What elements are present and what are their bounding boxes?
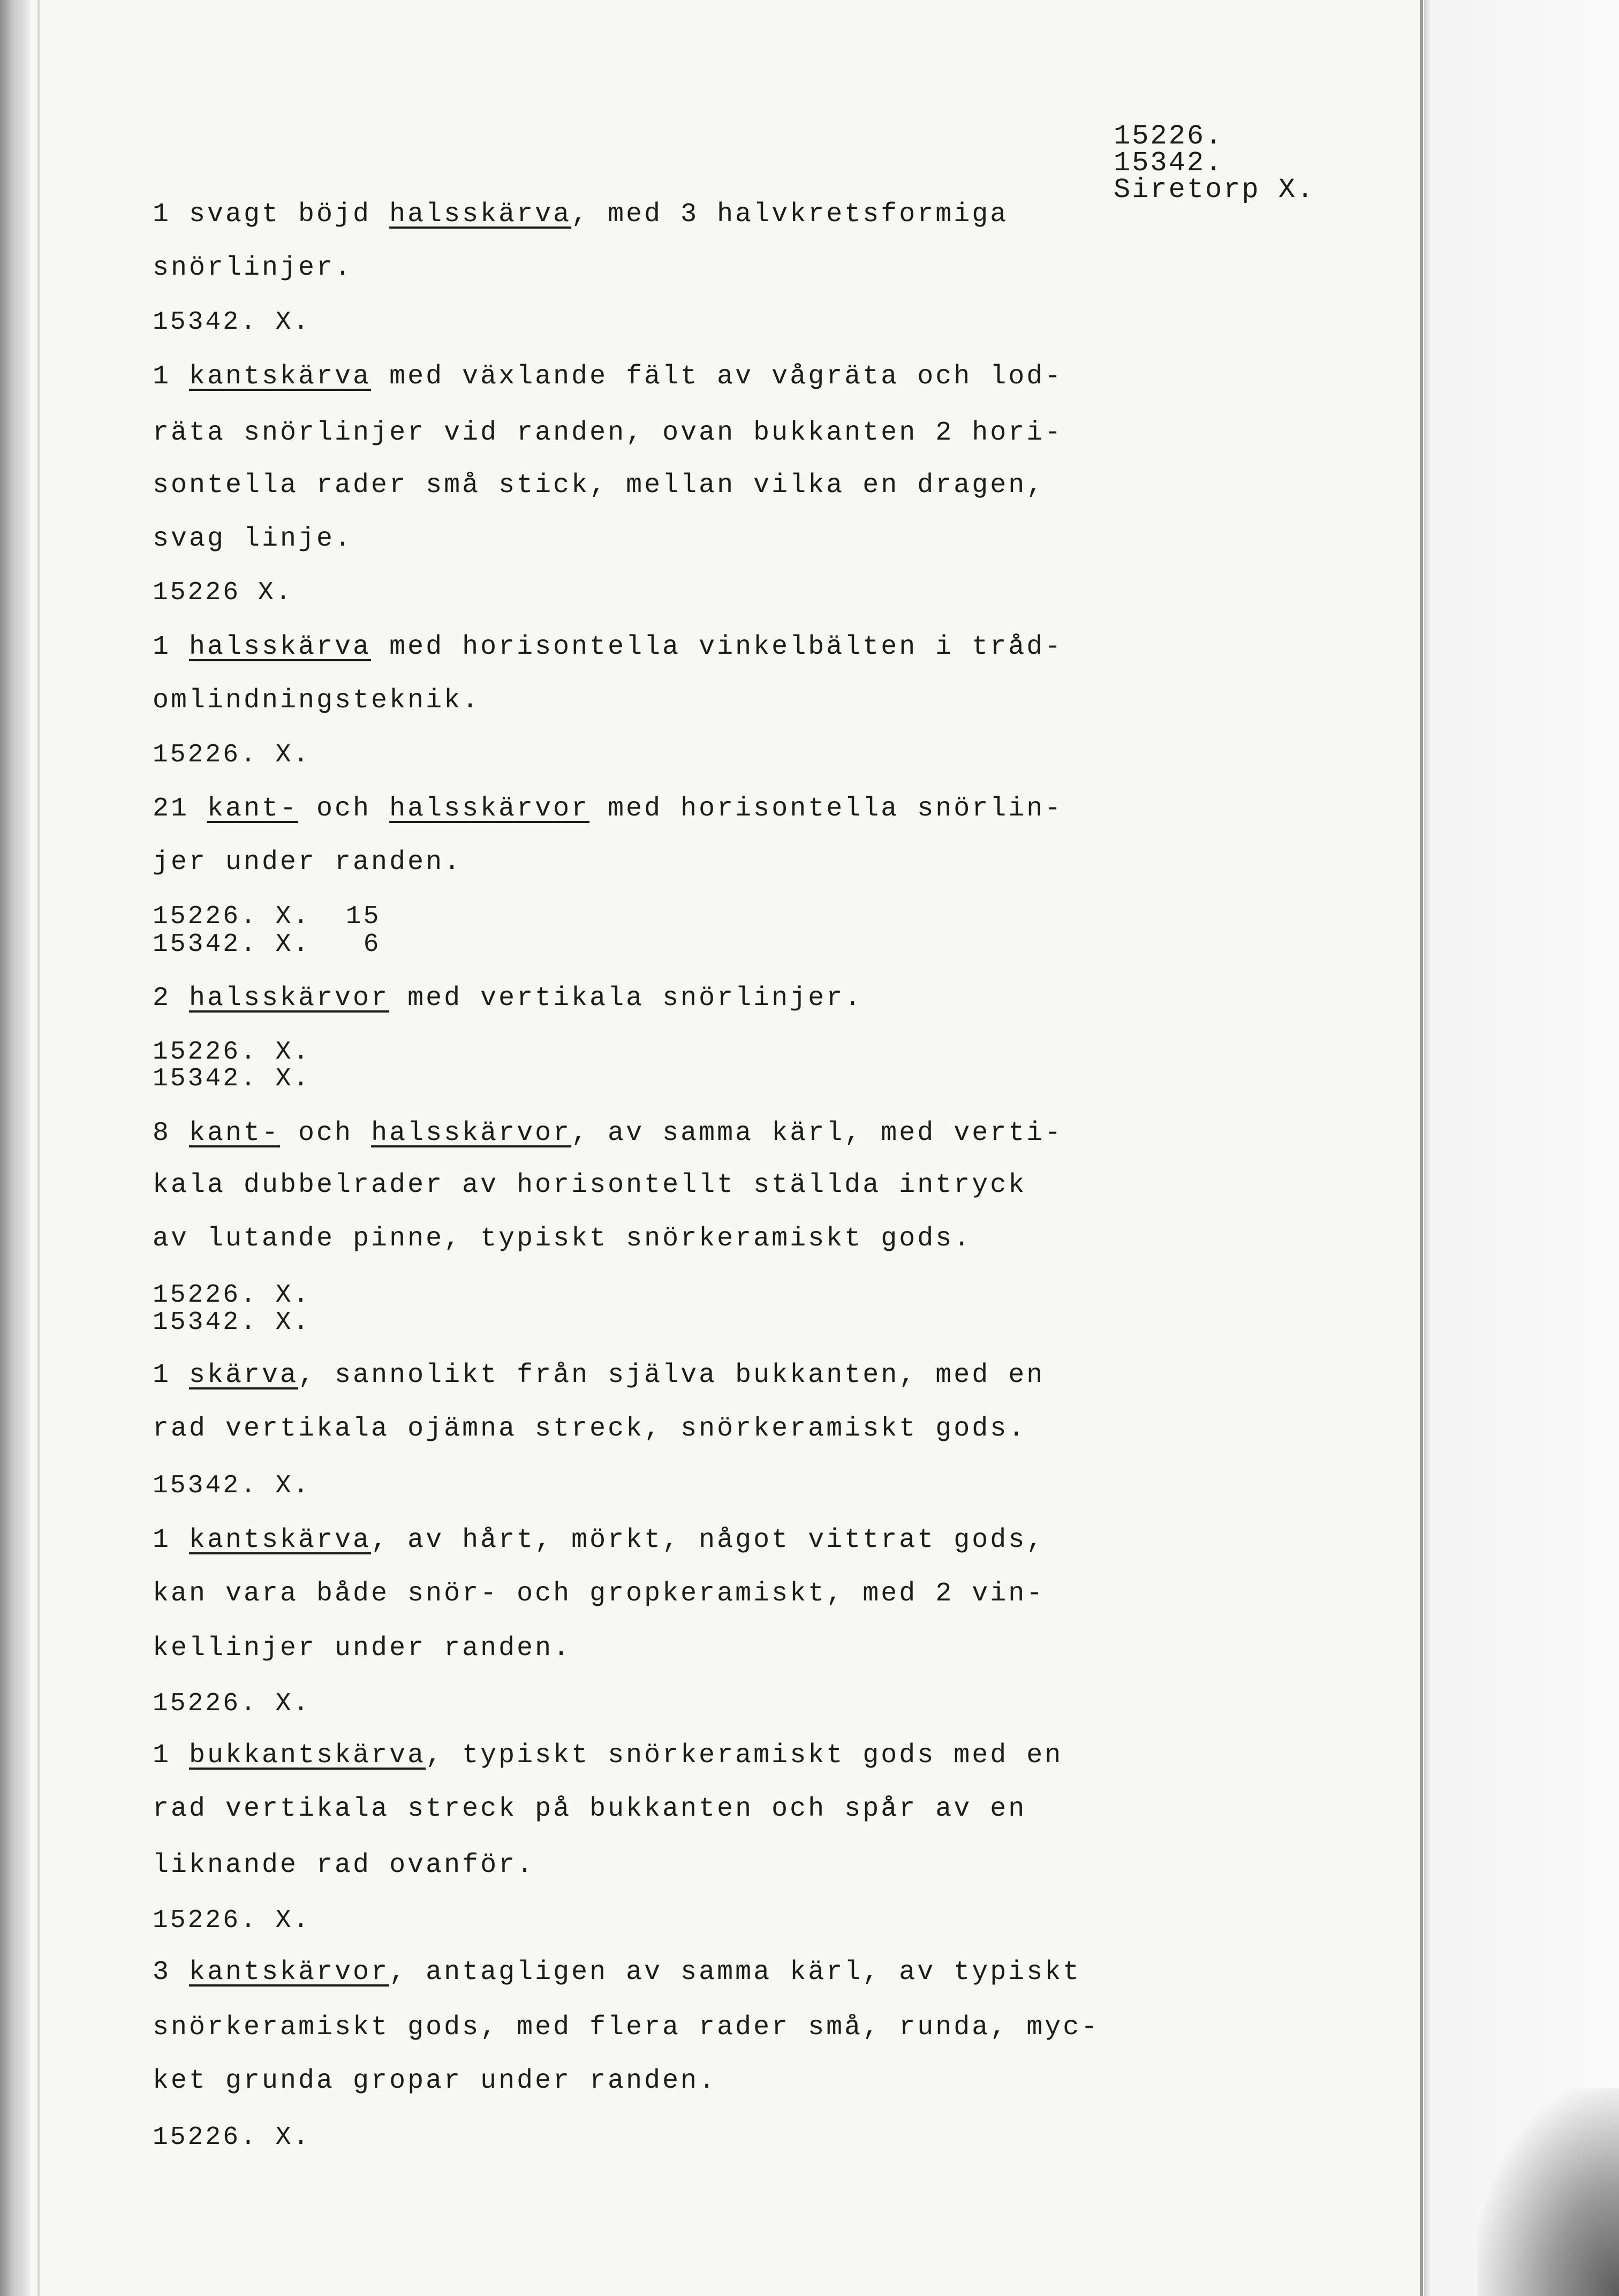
entry-line: av lutande pinne, typiskt snörkeramiskt gods. xyxy=(153,1223,972,1254)
term: kantskärva xyxy=(189,361,372,392)
right-margin xyxy=(1424,0,1619,2296)
catalog-number: 15226. X. 15 xyxy=(153,902,381,931)
entry-line: omlindningsteknik. xyxy=(153,685,481,716)
catalog-number: 15226 X. xyxy=(153,578,293,607)
site-name: Siretorp X. xyxy=(1114,174,1315,206)
term: kant- xyxy=(189,1118,281,1149)
entry-line: räta snörlinjer vid randen, ovan bukkanten 2 hori- xyxy=(153,418,1063,448)
term: halsskärva xyxy=(189,632,372,662)
binding-shadow xyxy=(0,0,30,2296)
catalog-number: 15342. X. xyxy=(153,308,311,337)
catalog-number: 15226. X. xyxy=(153,741,311,769)
reference-number: 15226. xyxy=(1114,120,1224,152)
term: halsskärvor xyxy=(189,983,390,1014)
entry-line: 1 skärva, sannolikt från själva bukkanten, med en xyxy=(153,1360,1045,1391)
entry-line: 21 kant- och halsskärvor med horisontella snörlin- xyxy=(153,794,1063,824)
entry-line: 2 halsskärvor med vertikala snörlinjer. xyxy=(153,983,863,1014)
entry-line: kan vara både snör- och gropkeramiskt, med 2 vin- xyxy=(153,1578,1045,1609)
entry-line: snörlinjer. xyxy=(153,253,353,283)
term: halsskärvor xyxy=(371,1118,572,1149)
catalog-number: 15342. X. xyxy=(153,1308,311,1337)
entry-line: 1 kantskärva med växlande fält av vågräta och lod- xyxy=(153,361,1063,392)
entry-line: 3 kantskärvor, antagligen av samma kärl, av typiskt xyxy=(153,1957,1081,1988)
catalog-number: 15342. X. xyxy=(153,1064,311,1093)
catalog-number: 15226. X. xyxy=(153,2123,311,2152)
entry-line: kellinjer under randen. xyxy=(153,1633,572,1664)
entry-line: ket grunda gropar under randen. xyxy=(153,2066,717,2096)
reference-block xyxy=(1114,120,1315,206)
term: skärva xyxy=(189,1360,299,1391)
page-edge xyxy=(1420,0,1423,2296)
catalog-number: 15342. X. xyxy=(153,1471,311,1500)
reference-number: 15342. xyxy=(1114,147,1224,179)
entry-line: rad vertikala streck på bukkanten och spår av en xyxy=(153,1794,1027,1824)
term: bukkantskärva xyxy=(189,1740,426,1771)
entry-line: 8 kant- och halsskärvor, av samma kärl, med verti- xyxy=(153,1118,1063,1149)
binding-edge xyxy=(37,0,40,2296)
term: kantskärva xyxy=(189,1525,372,1555)
catalog-number: 15342. X. 6 xyxy=(153,930,381,959)
entry-line: sontella rader små stick, mellan vilka en dragen, xyxy=(153,470,1045,501)
catalog-number: 15226. X. xyxy=(153,1038,311,1067)
term: halsskärva xyxy=(389,199,572,230)
entry-line: 1 halsskärva med horisontella vinkelbälten i tråd- xyxy=(153,632,1063,662)
entry-line: snörkeramiskt gods, med flera rader små, runda, myc- xyxy=(153,2012,1100,2043)
entry-line: jer under randen. xyxy=(153,847,463,878)
term: kantskärvor xyxy=(189,1957,390,1988)
entry-line: svag linje. xyxy=(153,524,353,554)
entry-line: rad vertikala ojämna streck, snörkeramiskt gods. xyxy=(153,1414,1027,1444)
entry-line: 1 svagt böjd halsskärva, med 3 halvkretsformiga xyxy=(153,199,1009,230)
catalog-number: 15226. X. xyxy=(153,1906,311,1935)
term: halsskärvor xyxy=(389,794,590,824)
term: kant- xyxy=(207,794,299,824)
entry-line: 1 bukkantskärva, typiskt snörkeramiskt gods med en xyxy=(153,1740,1063,1771)
entry-line: kala dubbelrader av horisontellt ställda intryck xyxy=(153,1170,1027,1200)
catalog-number: 15226. X. xyxy=(153,1689,311,1718)
entry-line: 1 kantskärva, av hårt, mörkt, något vittrat gods, xyxy=(153,1525,1045,1555)
catalog-number: 15226. X. xyxy=(153,1281,311,1310)
entry-line: liknande rad ovanför. xyxy=(153,1850,535,1880)
corner-smudge xyxy=(1478,2088,1619,2296)
